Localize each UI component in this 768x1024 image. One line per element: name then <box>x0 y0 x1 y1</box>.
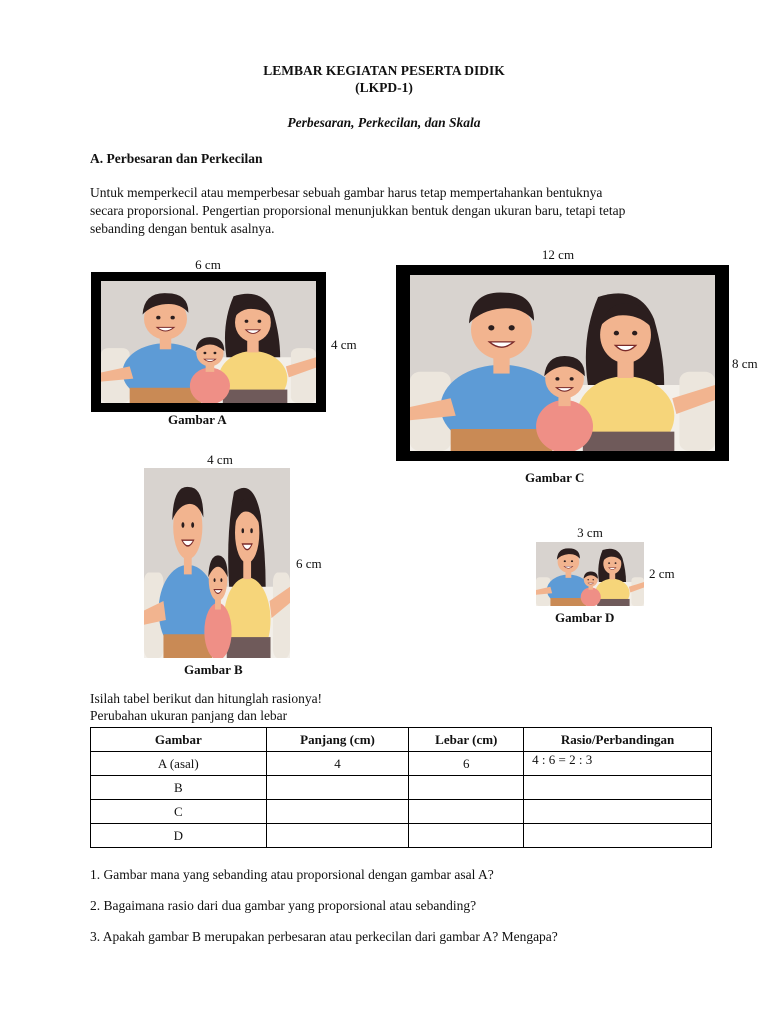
table-cell[interactable] <box>409 824 524 848</box>
figure-b-width-label: 4 cm <box>207 452 233 467</box>
column-header: Rasio/Perbandingan <box>524 728 712 752</box>
figure-b-caption: Gambar B <box>184 662 243 677</box>
table-cell: A (asal) <box>91 752 267 776</box>
table-cell[interactable] <box>266 824 409 848</box>
family-image-c <box>410 275 715 451</box>
table-cell[interactable] <box>409 776 524 800</box>
table-cell[interactable] <box>266 800 409 824</box>
table-row <box>91 776 712 800</box>
table-cell[interactable] <box>524 800 712 824</box>
table-caption: Perubahan ukuran panjang dan lebar <box>90 708 288 723</box>
worksheet-subtitle: Perbesaran, Perkecilan, dan Skala <box>287 115 481 130</box>
table-cell[interactable]: 4 : 6 = 2 : 3 <box>524 752 712 776</box>
figure-a-frame <box>91 272 326 412</box>
question-2: 2. Bagaimana rasio dari dua gambar yang proporsional atau sebanding? <box>90 898 477 913</box>
table-cell[interactable]: 6 <box>409 752 524 776</box>
figure-d-caption: Gambar D <box>555 610 615 625</box>
table-row <box>91 824 712 848</box>
figure-c-width-label: 12 cm <box>541 247 575 262</box>
table-cell: C <box>91 800 267 824</box>
figure-c-height-label: 8 cm <box>732 356 758 371</box>
table-cell[interactable] <box>409 800 524 824</box>
figure-c-caption: Gambar C <box>525 470 585 485</box>
ratio-table <box>90 727 712 848</box>
family-image-a <box>101 281 316 403</box>
figure-d-width-label: 3 cm <box>577 525 603 540</box>
paragraph-line: Untuk memperkecil atau memperbesar sebuah gambar harus tetap mempertahankan bentuknya <box>90 185 603 200</box>
paragraph-line: sebanding dengan bentuk asalnya. <box>90 221 275 236</box>
intro-paragraph <box>90 184 690 238</box>
table-cell[interactable] <box>266 776 409 800</box>
table-cell: D <box>91 824 267 848</box>
table-cell[interactable] <box>524 776 712 800</box>
figure-a-height-label: 4 cm <box>331 337 357 352</box>
family-image-b <box>144 468 290 658</box>
column-header: Panjang (cm) <box>266 728 409 752</box>
table-instruction: Isilah tabel berikut dan hitunglah rasionya! <box>90 691 323 706</box>
worksheet-code: (LKPD-1) <box>355 80 413 95</box>
figure-a-width-label: 6 cm <box>195 257 221 272</box>
table-cell[interactable] <box>524 824 712 848</box>
figure-b-height-label: 6 cm <box>296 556 322 571</box>
figure-a-caption: Gambar A <box>168 412 227 427</box>
table-cell[interactable]: 4 <box>266 752 409 776</box>
question-3: 3. Apakah gambar B merupakan perbesaran atau perkecilan dari gambar A? Mengapa? <box>90 929 558 944</box>
figure-c-frame <box>396 265 729 461</box>
question-1: 1. Gambar mana yang sebanding atau proporsional dengan gambar asal A? <box>90 867 494 882</box>
table-cell: B <box>91 776 267 800</box>
table-header-row <box>91 728 712 752</box>
section-heading: A. Perbesaran dan Perkecilan <box>90 151 263 166</box>
table-row <box>91 752 712 776</box>
table-row <box>91 800 712 824</box>
figure-d-height-label: 2 cm <box>649 566 675 581</box>
column-header: Lebar (cm) <box>409 728 524 752</box>
paragraph-line: secara proporsional. Pengertian proporsional menunjukkan bentuk dengan ukuran baru, tetapi tetap <box>90 203 626 218</box>
family-image-d <box>536 542 644 606</box>
worksheet-title: LEMBAR KEGIATAN PESERTA DIDIK <box>263 63 505 78</box>
column-header: Gambar <box>91 728 267 752</box>
